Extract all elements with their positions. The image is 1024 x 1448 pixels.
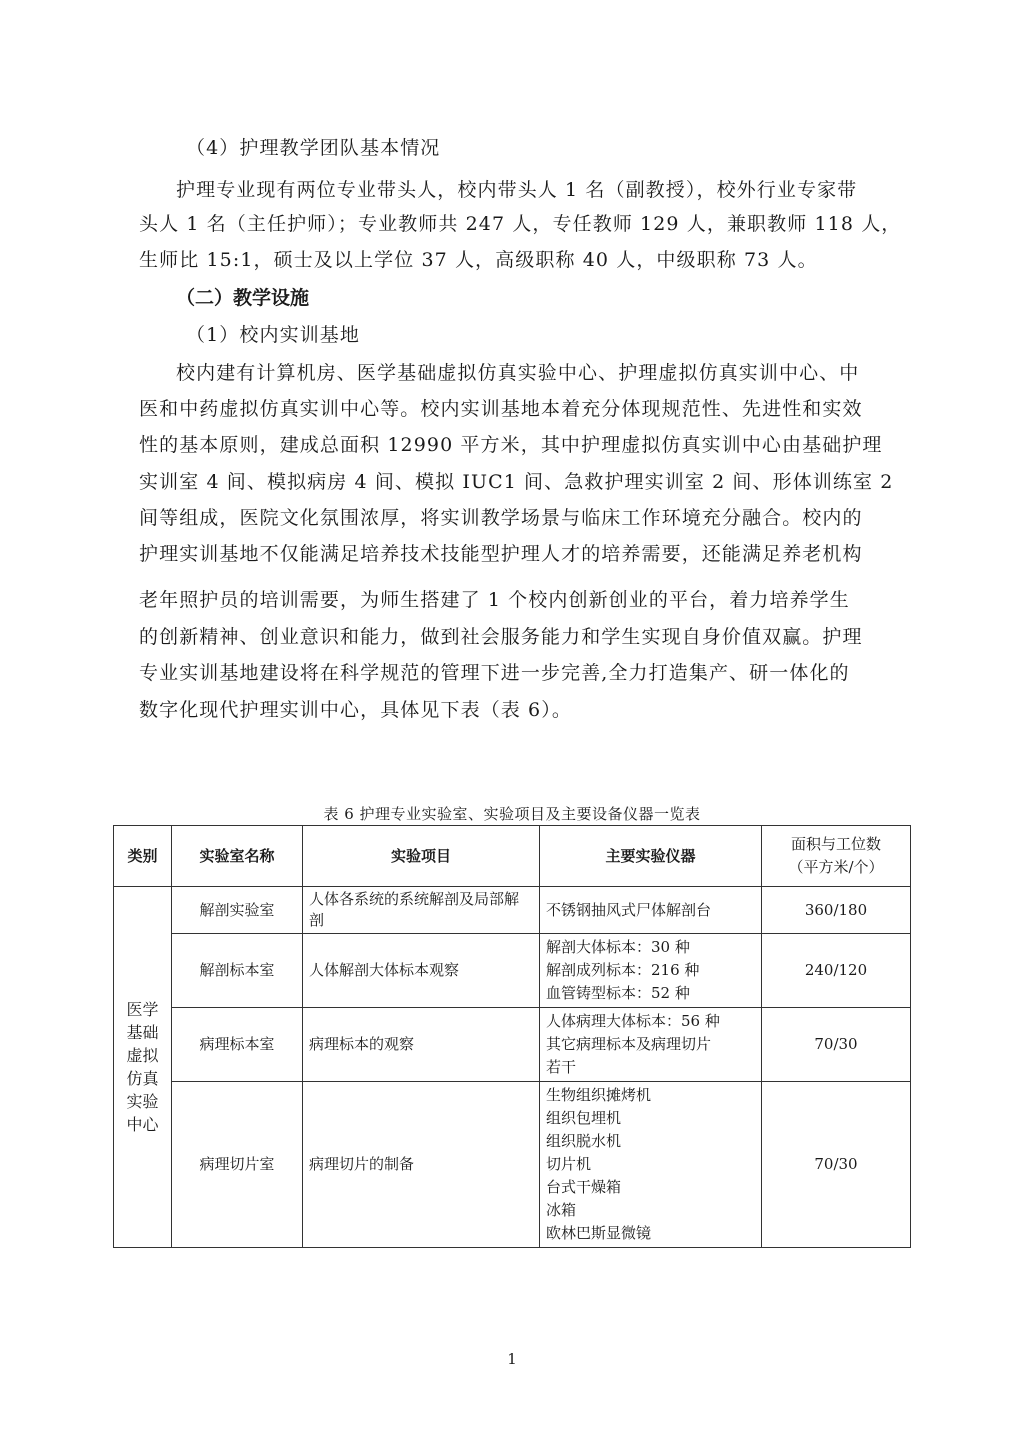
category-cell xyxy=(114,887,172,1248)
header-instruments: 主要实验仪器 xyxy=(540,826,762,887)
instruments-cell xyxy=(540,934,762,1008)
instruments-cell xyxy=(540,1008,762,1082)
area-cell: 360/180 xyxy=(762,887,911,934)
instrument-item: 不锈钢抽风式尸体解剖台 xyxy=(546,900,712,919)
instrument-item: 冰箱 xyxy=(546,1201,577,1219)
header-project: 实验项目 xyxy=(303,826,540,887)
instrument-item: 其它病理标本及病理切片 xyxy=(546,1035,712,1053)
instrument-item: 血管铸型标本：52 种 xyxy=(546,984,690,1002)
area-cell: 70/30 xyxy=(762,1082,911,1248)
project-cell: 病理标本的观察 xyxy=(303,1008,540,1082)
table-row xyxy=(114,1008,911,1082)
lab-equipment-table xyxy=(113,825,911,1248)
paragraph-line: 护理专业现有两位专业带头人，校内带头人 1 名（副教授），校外行业专家带 xyxy=(176,179,858,201)
instrument-item: 若干 xyxy=(546,1058,577,1076)
instrument-item: 组织脱水机 xyxy=(546,1132,622,1150)
subsection-title: （1）校内实训基地 xyxy=(186,324,360,346)
section-heading: （二）教学设施 xyxy=(176,287,310,309)
section4-title: （4）护理教学团队基本情况 xyxy=(186,137,441,159)
category-text: 医学 xyxy=(126,1000,159,1019)
project-cell: 人体解剖大体标本观察 xyxy=(303,934,540,1008)
instrument-item: 人体病理大体标本：56 种 xyxy=(546,1012,720,1030)
paragraph-line: 头人 1 名（主任护师）；专业教师共 247 人，专任教师 129 人，兼职教师 118 人， xyxy=(139,213,902,235)
paragraph-line: 的创新精神、创业意识和能力，做到社会服务能力和学生实现自身价值双赢。护理 xyxy=(139,626,863,648)
lab-name-cell: 解剖实验室 xyxy=(172,887,303,934)
category-text: 实验 xyxy=(126,1092,159,1111)
header-area-line2: （平方米/个） xyxy=(788,858,884,876)
instrument-item: 切片机 xyxy=(546,1155,592,1173)
table-row xyxy=(114,934,911,1008)
instrument-item: 欧林巴斯显微镜 xyxy=(546,1224,652,1242)
header-lab-name: 实验室名称 xyxy=(172,826,303,887)
paragraph-line: 间等组成，医院文化氛围浓厚，将实训教学场景与临床工作环境充分融合。校内的 xyxy=(139,507,863,529)
paragraph-line: 生师比 15:1，硕士及以上学位 37 人，高级职称 40 人，中级职称 73 人。 xyxy=(139,249,818,271)
instruments-cell xyxy=(540,1082,762,1248)
table-caption: 表 6 护理专业实验室、实验项目及主要设备仪器一览表 xyxy=(323,805,701,823)
project-cell: 人体各系统的系统解剖及局部解剖 xyxy=(303,887,540,934)
category-text: 仿真 xyxy=(126,1069,159,1088)
instrument-item: 台式干燥箱 xyxy=(546,1178,622,1196)
paragraph-line: 数字化现代护理实训中心，具体见下表（表 6）。 xyxy=(139,699,572,721)
instrument-item: 组织包埋机 xyxy=(546,1109,622,1127)
category-text: 虚拟 xyxy=(126,1046,159,1065)
category-text: 基础 xyxy=(126,1023,159,1042)
paragraph-line: 实训室 4 间、模拟病房 4 间、模拟 IUC1 间、急救护理实训室 2 间、形体训练室 2 xyxy=(139,471,894,493)
instrument-item: 生物组织摊烤机 xyxy=(546,1086,652,1104)
header-category: 类别 xyxy=(114,826,172,887)
table-row xyxy=(114,1082,911,1248)
paragraph-line: 老年照护员的培训需要，为师生搭建了 1 个校内创新创业的平台，着力培养学生 xyxy=(139,589,850,611)
lab-name-cell: 病理标本室 xyxy=(172,1008,303,1082)
paragraph-line: 性的基本原则，建成总面积 12990 平方米，其中护理虚拟仿真实训中心由基础护理 xyxy=(139,434,883,456)
header-area xyxy=(762,826,911,887)
paragraph-line: 专业实训基地建设将在科学规范的管理下进一步完善,全力打造集产、研一体化的 xyxy=(139,662,850,684)
paragraph-line: 医和中药虚拟仿真实训中心等。校内实训基地本着充分体现规范性、先进性和实效 xyxy=(139,398,863,420)
category-text: 中心 xyxy=(126,1115,159,1134)
instruments-cell xyxy=(540,887,762,934)
instrument-item: 解剖大体标本：30 种 xyxy=(546,938,690,956)
paragraph-line: 护理实训基地不仅能满足培养技术技能型护理人才的培养需要，还能满足养老机构 xyxy=(139,543,863,565)
lab-name-cell: 病理切片室 xyxy=(172,1082,303,1248)
table-header-row xyxy=(114,826,911,887)
area-cell: 240/120 xyxy=(762,934,911,1008)
page-number: 1 xyxy=(507,1350,517,1368)
table-row xyxy=(114,887,911,934)
project-cell: 病理切片的制备 xyxy=(303,1082,540,1248)
paragraph-line: 校内建有计算机房、医学基础虚拟仿真实验中心、护理虚拟仿真实训中心、中 xyxy=(176,362,860,384)
area-cell: 70/30 xyxy=(762,1008,911,1082)
lab-name-cell: 解剖标本室 xyxy=(172,934,303,1008)
instrument-item: 解剖成列标本：216 种 xyxy=(546,961,700,979)
header-area-line1: 面积与工位数 xyxy=(790,835,881,853)
